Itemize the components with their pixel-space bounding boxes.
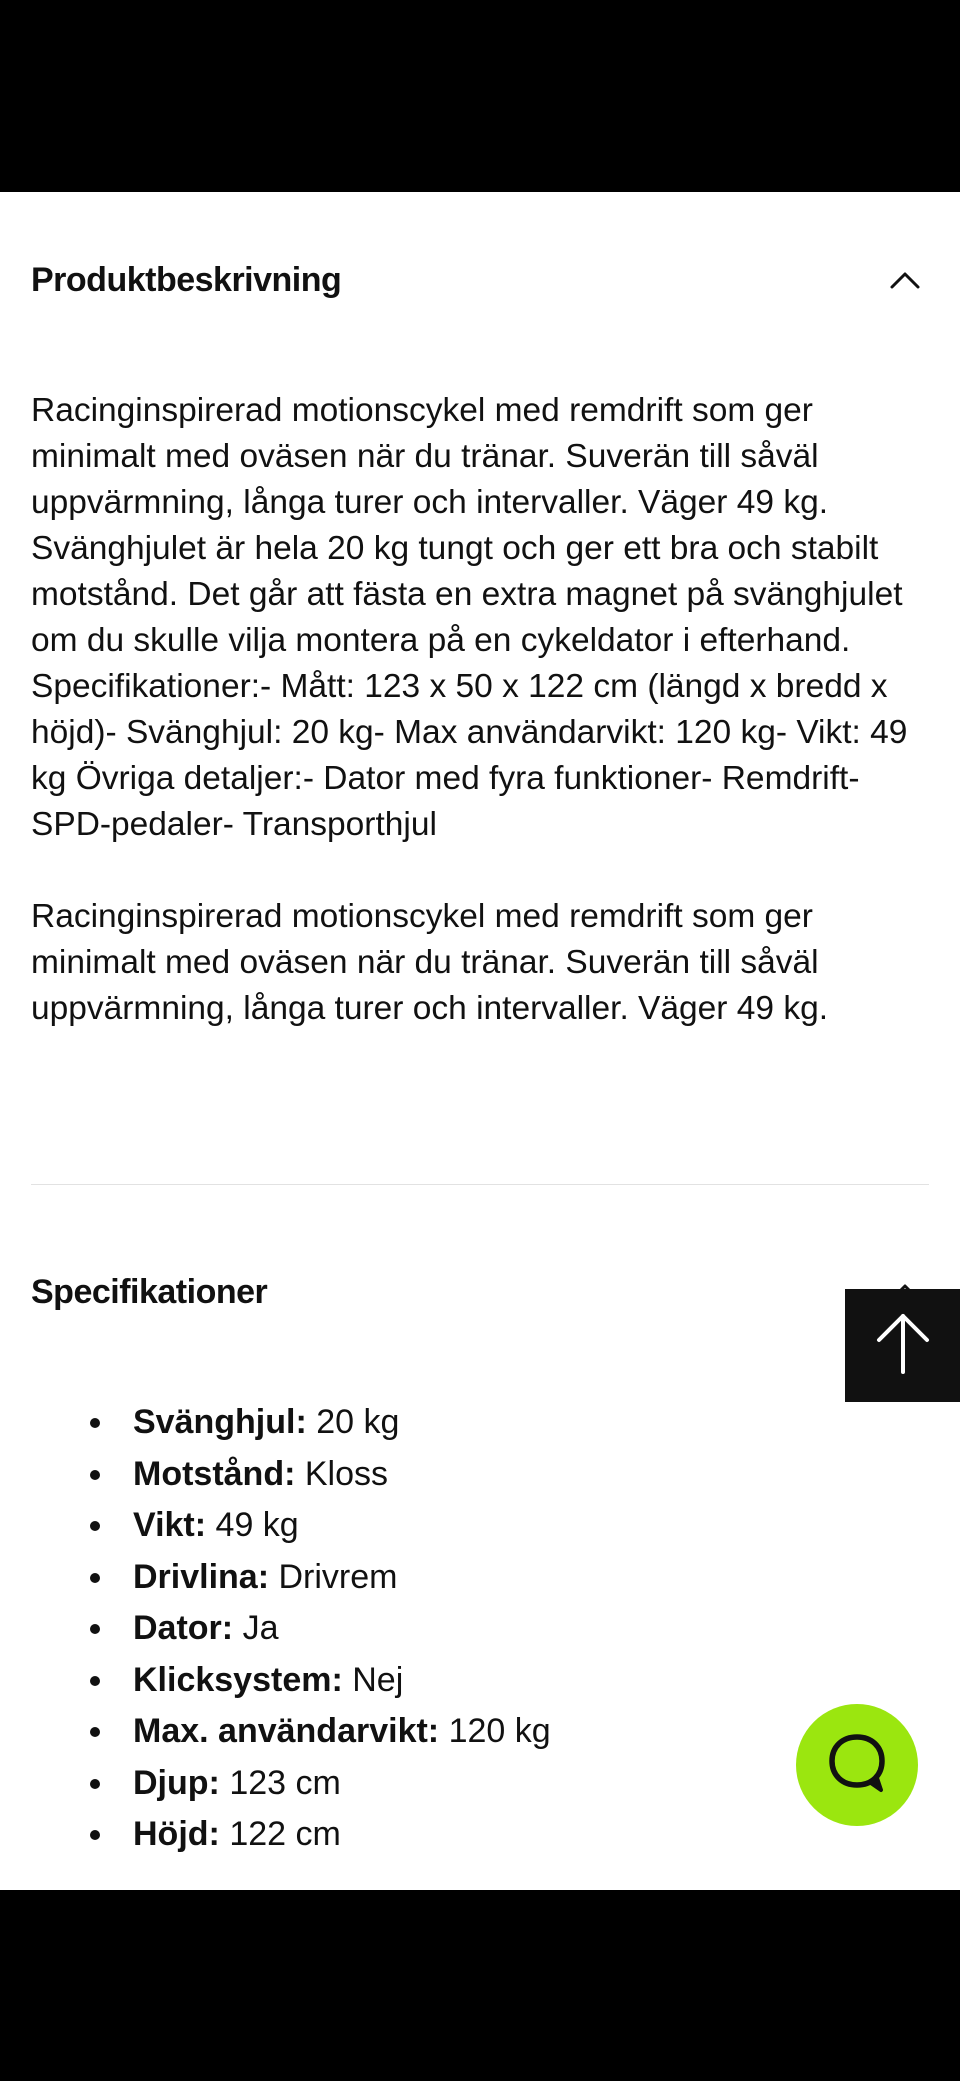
spec-value: Kloss (304, 1454, 389, 1493)
bullet (90, 1573, 100, 1583)
spec-item (0, 1552, 960, 1604)
specifications-header[interactable] (31, 1262, 929, 1322)
spec-item (0, 1603, 960, 1655)
arrow-up-icon (873, 1308, 933, 1383)
spec-value: Drivrem (278, 1557, 398, 1596)
bullet (90, 1624, 100, 1634)
bullet (90, 1418, 100, 1428)
spec-key: Klicksystem: (133, 1660, 343, 1699)
spec-value: Nej (352, 1660, 404, 1699)
scroll-to-top-button[interactable] (845, 1289, 960, 1402)
spec-item (0, 1655, 960, 1707)
spec-key: Max. användarvikt: (133, 1712, 440, 1750)
bullet (90, 1521, 100, 1531)
chevron-up-icon[interactable] (885, 260, 925, 300)
product-description-title: Produktbeskrivning (31, 260, 342, 299)
chat-button[interactable] (796, 1704, 918, 1826)
product-description-header[interactable] (31, 250, 929, 310)
product-description-body (31, 388, 936, 1078)
spec-item (0, 1500, 960, 1552)
top-black-bar (0, 0, 960, 192)
spec-key: Dator: (133, 1609, 234, 1647)
spec-item (0, 1449, 960, 1501)
spec-key: Vikt: (133, 1506, 207, 1544)
product-page (0, 192, 960, 1890)
spec-key: Motstånd: (133, 1454, 296, 1493)
chat-bubble-icon (824, 1730, 890, 1801)
bullet (90, 1830, 100, 1840)
bottom-black-bar (0, 1890, 960, 2081)
section-divider (31, 1184, 929, 1185)
spec-key: Svänghjul: (133, 1403, 307, 1441)
spec-key: Drivlina: (133, 1557, 270, 1596)
spec-value: 122 cm (229, 1815, 341, 1853)
specifications-title: Specifikationer (31, 1272, 268, 1311)
bullet (90, 1676, 100, 1686)
spec-key: Djup: (133, 1763, 220, 1802)
spec-item (0, 1397, 960, 1449)
bullet (90, 1727, 100, 1737)
spec-value: 20 kg (316, 1403, 400, 1441)
bullet (90, 1470, 100, 1480)
description-paragraph: Racinginspirerad motionscykel med remdrift som ger minimalt med oväsen när du tränar. Suverän till såväl uppvärmning, långa turer och intervaller. Väger 49 kg. (31, 898, 829, 1027)
spec-value: 120 kg (448, 1712, 551, 1750)
spec-item (0, 1809, 960, 1861)
spec-key: Höjd: (133, 1815, 220, 1853)
bullet (90, 1779, 100, 1789)
spec-value: 49 kg (215, 1506, 299, 1544)
spec-value: 123 cm (229, 1763, 341, 1802)
spec-value: Ja (242, 1609, 279, 1647)
description-paragraph: Racinginspirerad motionscykel med remdrift som ger minimalt med oväsen när du tränar. Suverän till såväl uppvärmning, långa turer och intervaller. Väger 49 kg. Svänghjulet är hela 20 kg tungt och ger ett bra och stabilt motstånd. Det går att fästa en extra magnet på svänghjulet om du skulle vilja montera på en cykeldator i efterhand. Specifikationer:- Mått: 123 x 50 x 122 cm (längd x bredd x höjd)- Svänghjul: 20 kg- Max användarvikt: 120 kg- Vikt: 49 kg Övriga detaljer:- Dator med fyra funktioner- Remdrift- SPD-pedaler- Transporthjul (31, 392, 908, 843)
